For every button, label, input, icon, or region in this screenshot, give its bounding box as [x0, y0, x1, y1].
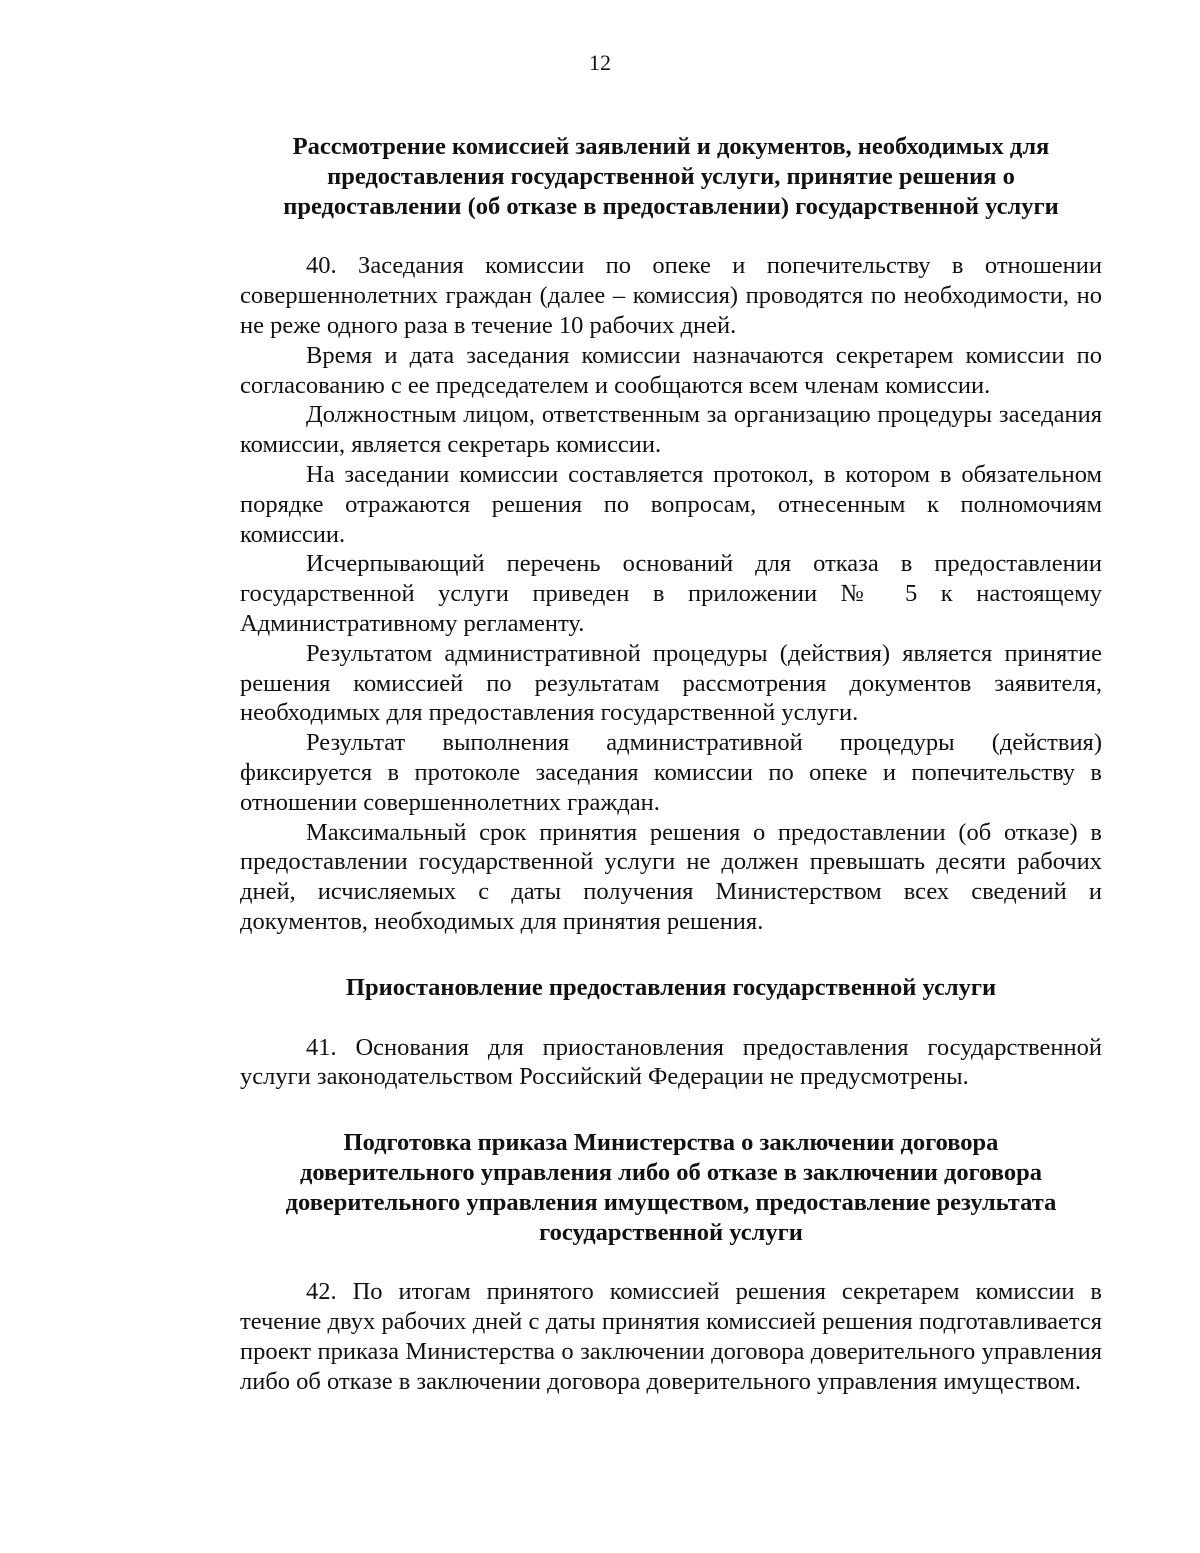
paragraph: Результатом административной процедуры (действия) является принятие решения комиссией по результатам рассмотрения документов заявителя, необходимых для предоставления государственной услуги. [240, 639, 1102, 727]
page-content [240, 132, 1102, 1396]
section-heading [240, 132, 1102, 221]
section-order-preparation [240, 1128, 1102, 1396]
section-review-by-commission [240, 132, 1102, 937]
paragraph: Результат выполнения административной процедуры (действия) фиксируется в протоколе заседания комиссии по опеке и попечительству в отношении совершеннолетних граждан. [240, 729, 1102, 816]
paragraph: Максимальный срок принятия решения о предоставлении (об отказе) в предоставлении государственной услуги не должен превышать десяти рабочих дней, исчисляемых с даты получения Министерством всех сведений и документов, необходимых для принятия решения. [240, 818, 1102, 935]
heading-line: предоставления государственной услуги, принятие решения о [327, 162, 1015, 190]
heading-line: Приостановление предоставления государственной услуги [345, 973, 997, 1001]
heading-line: предоставлении (об отказе в предоставлении) государственной услуги [283, 192, 1059, 220]
paragraph-41: 41. Основания для приостановления предоставления государственной услуги законодательством Российский Федерации не предусмотрены. [240, 1033, 1102, 1091]
heading-line: Подготовка приказа Министерства о заключении договора [343, 1129, 999, 1157]
paragraph: Должностным лицом, ответственным за организацию процедуры заседания комиссии, является секретарь комиссии. [240, 401, 1102, 459]
page-number: 12 [589, 50, 611, 75]
paragraph-40: 40. Заседания комиссии по опеке и попечительству в отношении совершеннолетних граждан (далее – комиссия) проводятся по необходимости, но не реже одного раза в течение 10 рабочих дней. [240, 252, 1102, 339]
paragraph-42: 42. По итогам принятого комиссией решения секретарем комиссии в течение двух рабочих дней с даты принятия комиссией решения подготавливается проект приказа Министерства о заключении договора доверительного управления либо об отказе в заключении договора доверительного управления имуществом. [240, 1278, 1102, 1395]
section-suspension [240, 973, 1102, 1092]
heading-line: доверительного управления либо об отказе в заключении договора [300, 1158, 1042, 1186]
heading-line: доверительного управления имуществом, предоставление результата [285, 1188, 1057, 1216]
heading-line: государственной услуги [539, 1218, 803, 1246]
paragraph: Исчерпывающий перечень оснований для отказа в предоставлении государственной услуги приведен в приложении № 5 к настоящему Административному регламенту. [240, 550, 1102, 637]
section-heading [240, 973, 1102, 1003]
paragraph: На заседании комиссии составляется протокол, в котором в обязательном порядке отражаются решения по вопросам, отнесенным к полномочиям комиссии. [240, 460, 1102, 548]
heading-line: Рассмотрение комиссией заявлений и документов, необходимых для [292, 133, 1050, 160]
paragraph: Время и дата заседания комиссии назначаются секретарем комиссии по согласованию с ее председателем и сообщаются всем членам комиссии. [240, 341, 1102, 399]
section-heading [240, 1128, 1102, 1247]
